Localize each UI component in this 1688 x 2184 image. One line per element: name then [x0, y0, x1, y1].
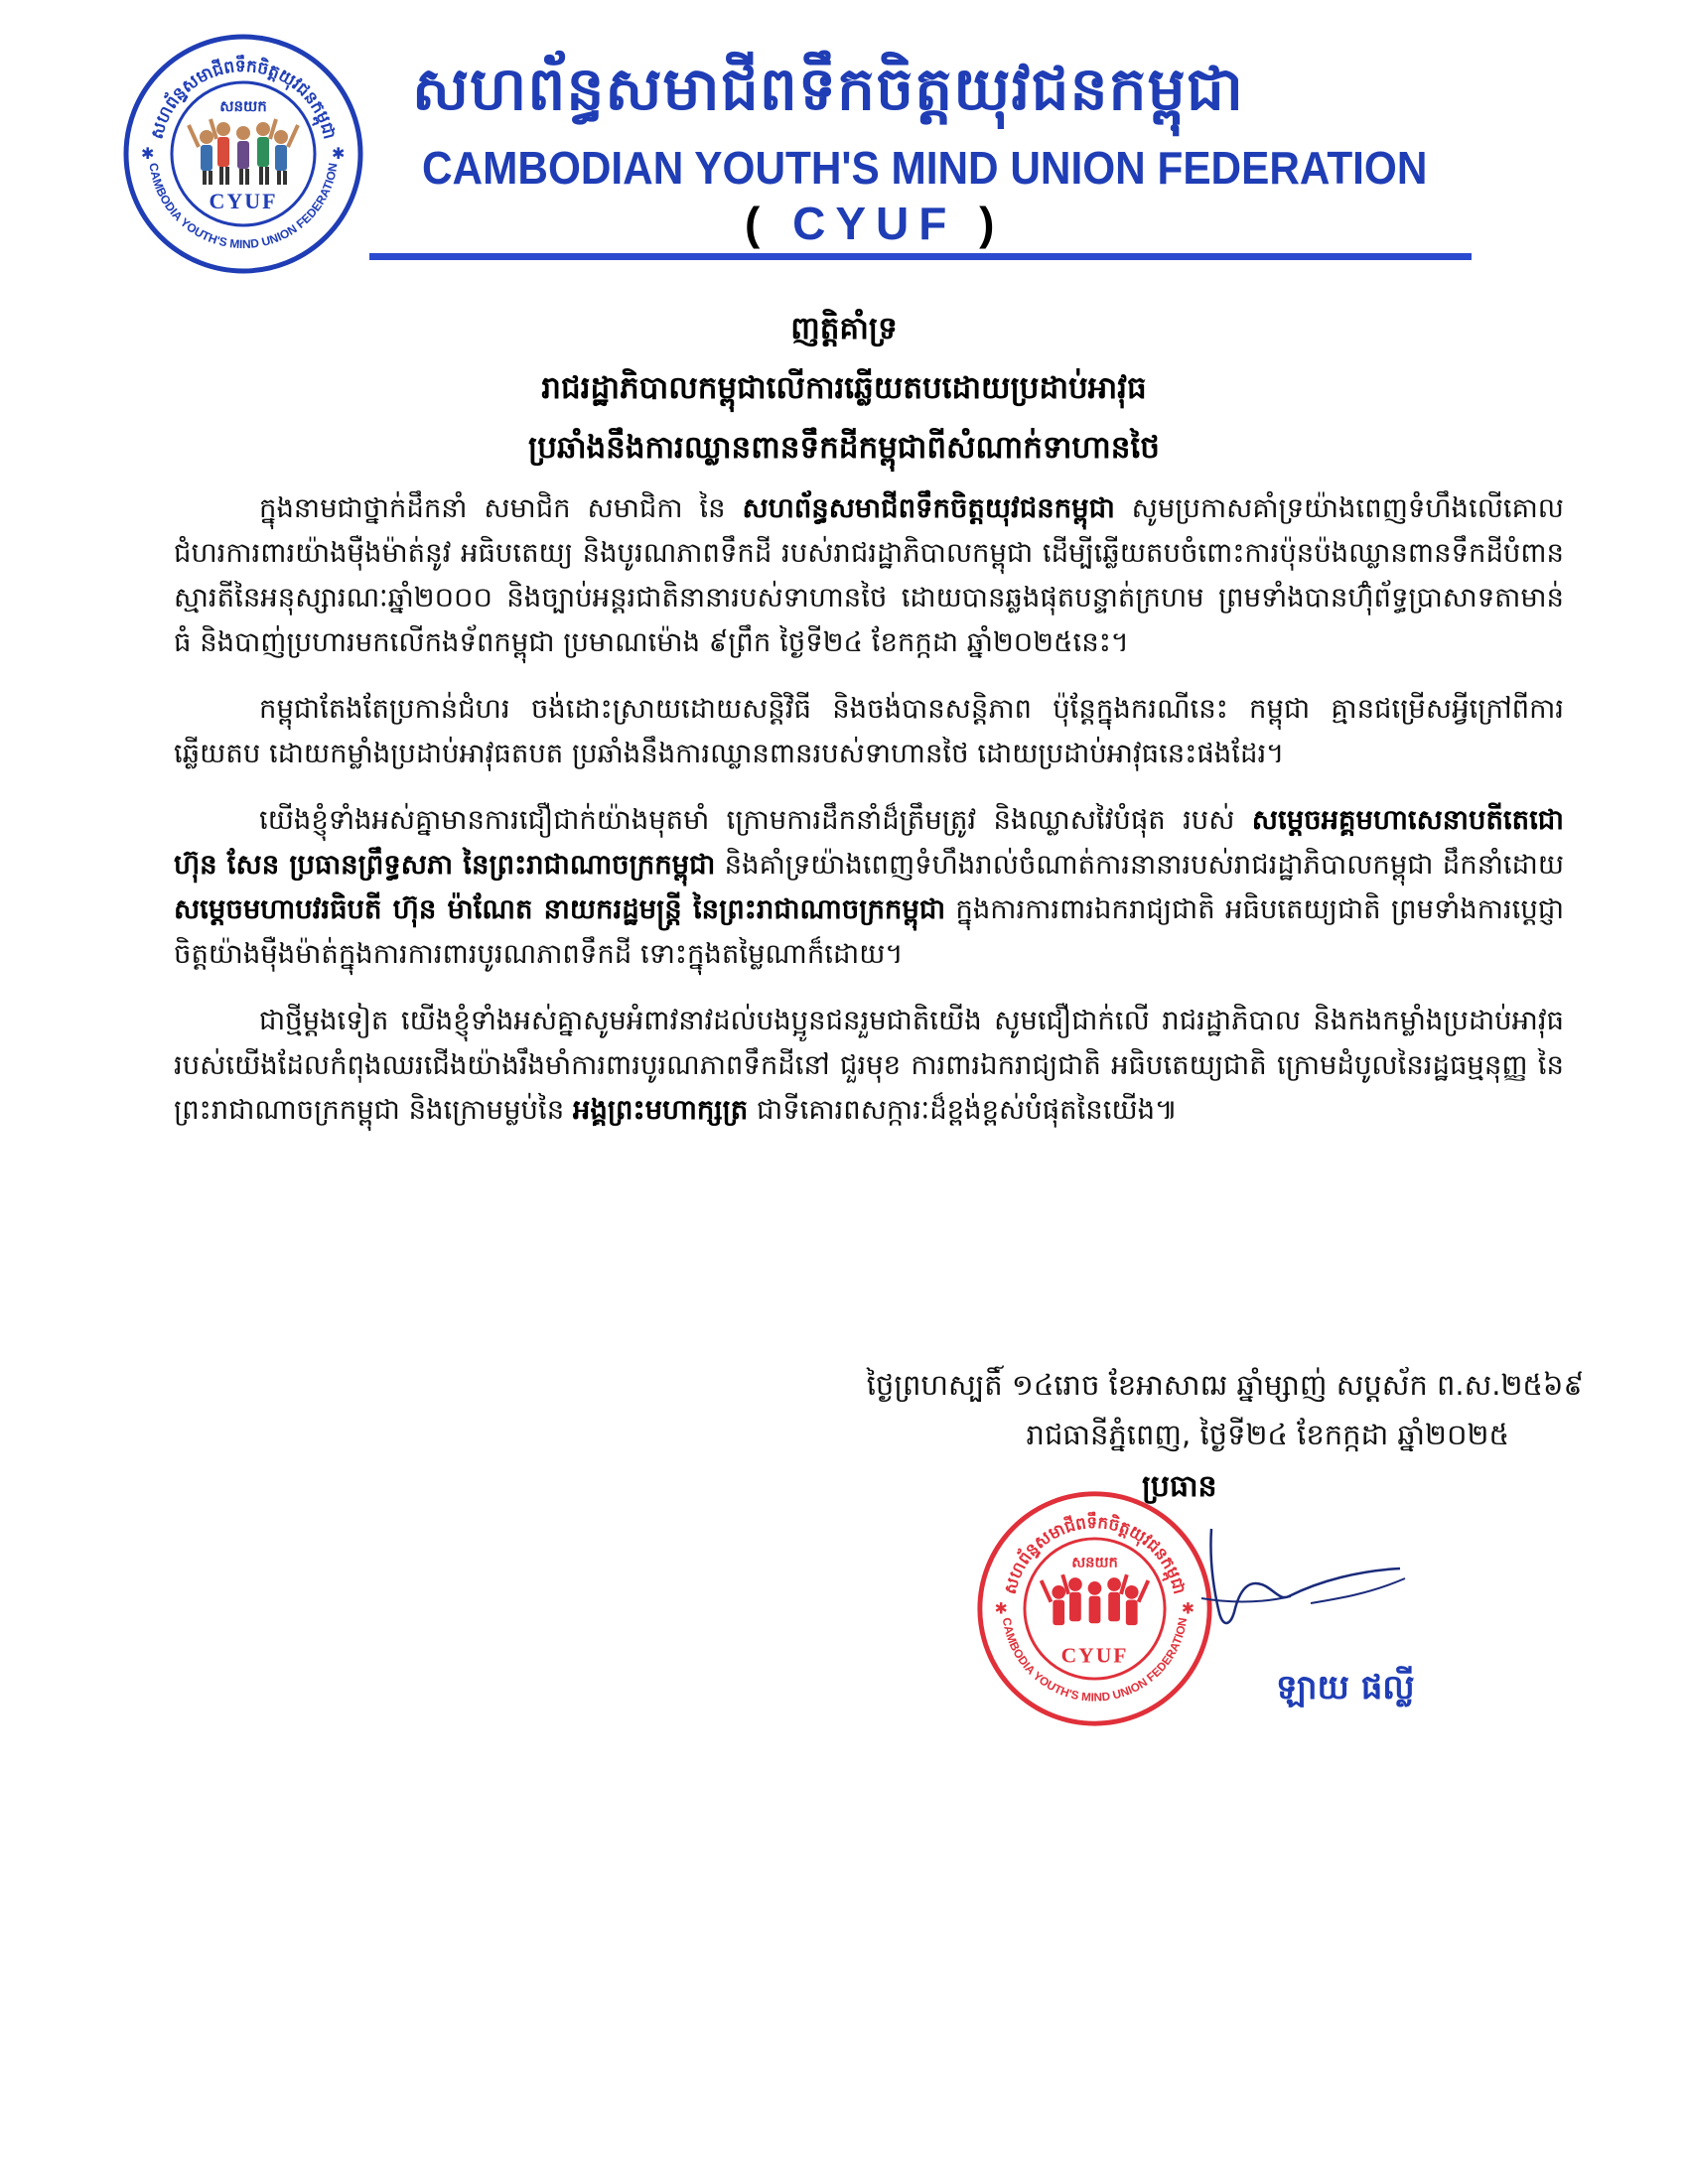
letterhead-divider [369, 253, 1472, 260]
paragraph-2: កម្ពុជាតែងតែប្រកាន់ជំហរ ចង់ដោះស្រាយដោយសន្តិវិធី និងចង់បានសន្តិភាព ប៉ុន្តែក្នុងករណីនេះ កម្ពុជា គ្មានជម្រើសអ្វីក្រៅពីការឆ្លើយតប ដោយកម្លាំងប្រដាប់អាវុធតបត ប្រឆាំងនឹងការឈ្លានពានរបស់ទាហានថៃ ដោយប្រដាប់អាវុធនេះផងដែរ។ [174, 693, 1564, 769]
signer-role: ប្រធាន [1142, 1469, 1217, 1504]
abbr-text: CYUF [792, 198, 957, 249]
document-subtitle-1: រាជរដ្ឋាភិបាលកម្ពុជាលើការឆ្លើយតបដោយប្រដាប់អាវុធ [541, 370, 1147, 406]
stamp-abbr: CYUF [1060, 1643, 1129, 1668]
org-title-english: CAMBODIAN YOUTH'S MIND UNION FEDERATION [422, 142, 1428, 194]
document-title: ញត្តិគាំទ្រ [790, 311, 898, 346]
paragraph-1: ក្នុងនាមជាថ្នាក់ដឹកនាំ សមាជិក សមាជិកា នៃ សហព័ន្ធសមាជីពទឹកចិត្តយុវជនកម្ពុជា សូមប្រកាសគាំទ្រយ៉ាងពេញទំហឹងលើគោលជំហរការពារយ៉ាងម៉ឺងម៉ាត់នូវ អធិបតេយ្យ និងបូរណភាពទឹកដី របស់រាជរដ្ឋាភិបាលកម្ពុជា ដើម្បីឆ្លើយតបចំពោះការប៉ុនប៉ងឈ្លានពានទឹកដីបំពានស្មារតីនៃអនុស្សារណៈឆ្នាំ២០០០ និងច្បាប់អន្តរជាតិនានារបស់ទាហានថៃ ដោយបានឆ្លងផុតបន្ទាត់ក្រហម ព្រមទាំងបានហ៊ុំព័ទ្ធប្រាសាទតាមាន់ធំ និងបាញ់ប្រហារមកលើកងទ័ពកម្ពុជា ប្រមាណម៉ោង ៩ព្រឹក ថ្ងៃទី២៤ ខែកក្កដា ឆ្នាំ២០២៥នេះ។ [174, 492, 1564, 658]
stamp-bottom-text: CAMBODIA YOUTH'S MIND UNION FEDERATION [999, 1616, 1191, 1705]
king-title: អង្គព្រះមហាក្សត្រ [572, 1094, 749, 1126]
stamp-top-text: សនយក [1071, 1554, 1118, 1571]
abbr-close-paren: ) [979, 198, 1005, 249]
logo-abbr: CYUF [209, 189, 278, 213]
paragraph-4: ជាថ្មីម្តងទៀត យើងខ្ញុំទាំងអស់គ្នាសូមអំពាវនាវដល់បងប្អូនជនរួមជាតិយើង សូមជឿជាក់លើ រាជរដ្ឋាភិបាល និងកងកម្លាំងប្រដាប់អាវុធរបស់យើងដែលកំពុងឈរជើងយ៉ាងរឹងមាំការពារបូរណភាពទឹកដីនៅ ជួរមុខ ការពារឯករាជ្យជាតិ អធិបតេយ្យជាតិ ក្រោមដំបូលនៃរដ្ឋធម្មនុញ្ញ នៃព្រះរាជាណាចក្រកម្ពុជា និងក្រោមម្លប់នៃ អង្គព្រះមហាក្សត្រ ជាទីគោរពសក្ការៈដ៏ខ្ពង់ខ្ពស់បំផុតនៃយើង៕ [174, 1005, 1564, 1126]
document-body [174, 486, 1564, 1155]
prime-minister-name: សម្តេចមហាបវរធិបតី ហ៊ុន ម៉ាណែត នាយករដ្ឋមន្ត្រី នៃព្រះរាជាណាចក្រកម្ពុជា [174, 893, 946, 925]
logo-ring-text: សហព័ន្ធសមាជីពទឹកចិត្តយុវជនកម្ពុជា [147, 56, 340, 142]
logo-people-icon [189, 119, 298, 185]
org-title-khmer: សហព័ន្ធសមាជីពទឹកចិត្តយុវជនកម្ពុជា [412, 55, 1244, 124]
abbr-open-paren: ( [745, 198, 771, 249]
logo-top-text: សនយក [219, 97, 267, 115]
stamp-people-icon [1042, 1574, 1149, 1625]
signer-name: ឡាយ ផល្លី [1276, 1668, 1415, 1707]
svg-text:✱: ✱ [332, 144, 346, 163]
paragraph-3: យើងខ្ញុំទាំងអស់គ្នាមានការជឿជាក់យ៉ាងមុតមាំ ក្រោមការដឹកនាំដ៏ត្រឹមត្រូវ និងឈ្លាសវៃបំផុត របស់ សម្តេចអគ្គមហាសេនាបតីតេជោ ហ៊ុន សែន ប្រធានព្រឹទ្ធសភា នៃព្រះរាជាណាចក្រកម្ពុជា និងគាំទ្រយ៉ាងពេញទំហឹងរាល់ចំណាត់ការនានារបស់រាជរដ្ឋាភិបាលកម្ពុជា ដឹកនាំដោយ សម្តេចមហាបវរធិបតី ហ៊ុន ម៉ាណែត នាយករដ្ឋមន្ត្រី នៃព្រះរាជាណាចក្រកម្ពុជា ក្នុងការការពារឯករាជ្យជាតិ អធិបតេយ្យជាតិ ព្រមទាំងការប្តេជ្ញាចិត្តយ៉ាងម៉ឺងម៉ាត់ក្នុងការការពារបូរណភាពទឹកដី ទោះក្នុងតម្លៃណាក៏ដោយ។ [174, 804, 1565, 970]
federation-name: សហព័ន្ធសមាជីពទឹកចិត្តយុវជនកម្ពុជា [742, 492, 1115, 524]
document-subtitle-2: ប្រឆាំងនឹងការឈ្លានពានទឹកដីកម្ពុជាពីសំណាក់ទាហានថៃ [528, 430, 1160, 466]
handwritten-signature [1172, 1509, 1420, 1658]
lunar-date: ថ្ងៃព្រហស្បតិ៍ ១៤រោច ខែអាសាឍ ឆ្នាំម្សាញ់ សប្តស័ក ព.ស.២៥៦៩ [866, 1368, 1584, 1402]
svg-text:✱: ✱ [1181, 1598, 1195, 1618]
org-abbreviation [745, 197, 1043, 250]
logo-bottom-text: CAMBODIA YOUTH'S MIND UNION FEDERATION [146, 162, 341, 252]
svg-text:✱: ✱ [994, 1598, 1008, 1618]
cyuf-logo [119, 30, 367, 278]
senate-president-name: សម្តេចអគ្គមហាសេនាបតីតេជោ ហ៊ុន សែន ប្រធានព្រឹទ្ធសភា នៃព្រះរាជាណាចក្រកម្ពុជា [174, 804, 1564, 881]
svg-text:✱: ✱ [141, 144, 155, 163]
place-date: រាជធានីភ្នំពេញ, ថ្ងៃទី២៤ ខែកក្កដា ឆ្នាំ២០២៥ [1026, 1418, 1509, 1451]
stamp-ring-text: សហព័ន្ធសមាជីពទឹកចិត្តយុវជនកម្ពុជា [1000, 1513, 1190, 1596]
